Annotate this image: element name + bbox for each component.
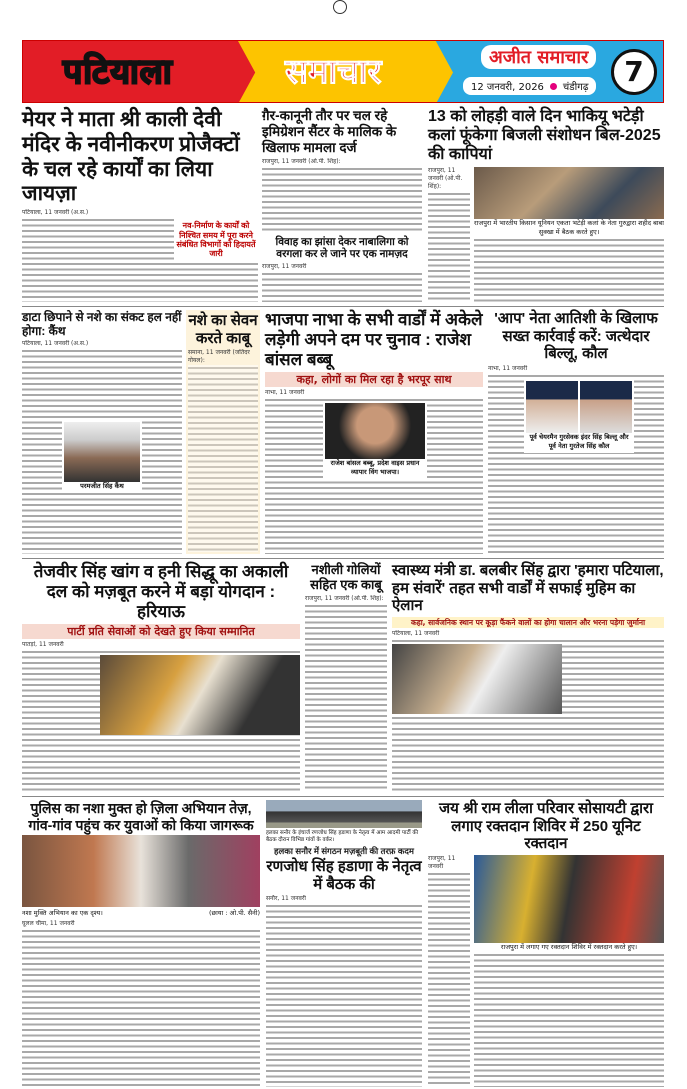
body-text-lines	[266, 903, 422, 1087]
dateline: राजपुरा, 11 जनवरी	[428, 855, 456, 871]
article-body	[22, 641, 300, 792]
photo-awareness-drive	[22, 835, 260, 907]
photo-box	[524, 379, 634, 453]
article-bjp-nabha	[265, 310, 483, 554]
photo-box	[62, 420, 142, 493]
photo-health-minister	[392, 644, 562, 714]
headline-blood-donation: जय श्री राम लीला परिवार सोसायटी द्वारा लगाए रक्तदान शिविर में 250 यूनिट रक्तदान	[438, 800, 654, 853]
dateline: समाना, 11 जनवरी (जतिंदर गोयल):	[188, 349, 250, 365]
edition-info	[463, 77, 596, 95]
body-text-lines	[22, 928, 260, 1087]
article-minor-abduction	[262, 236, 422, 302]
photo-caption: परमजीत सिंह कैंथ	[64, 482, 140, 491]
headline-immigration-center: ग़ैर-कानूनी तौर पर चल रहे इमिग्रेशन सैंटर के मालिक के खिलाफ मामला दर्ज	[262, 108, 397, 155]
photo-caption: राजेश बांसल बब्बू, प्रदेश वाइस प्रधान व्यापार विंग भाजपा।	[325, 459, 425, 477]
pullquote: नव-निर्माण के कार्यों को निश्चित समय में पूरा करने संबंधित विभागों को हिदायतें जारी	[176, 221, 256, 259]
article-aap-atishi	[488, 310, 664, 554]
body-text-lines	[474, 952, 664, 1087]
headline-lohri-protest: 13 को लोहड़ी वाले दिन भाकियू भटेड़ी कलां फूंकेगा बिजली संशोधन बिल-2025 की कापियां	[428, 108, 661, 163]
subheadline: कहा, लोगों का मिल रहा है भरपूर साथ	[265, 372, 483, 387]
article-police-drive	[22, 800, 260, 1087]
headline-cleanliness-drive: स्वास्थ्य मंत्री डा. बलबीर सिंह द्वारा 'हमारा पटियाला, हम संवारें' तहत सभी वार्डों में सफाई मुहिम का ऐलान	[392, 562, 664, 615]
newspaper-brand: अजीत समाचार	[481, 45, 596, 69]
article-body	[474, 855, 664, 1087]
dateline: पटियाला, 11 जनवरी	[392, 630, 440, 638]
photo-blood-donation-camp	[474, 855, 664, 943]
photo-felicitation	[100, 655, 300, 735]
headline-data-drugs: डाटा छिपाने से नशे का संकट हल नहीं होगा: कैंथ	[22, 310, 182, 339]
dateline: पटियाला, 11 जनवरी (अ.स.)	[22, 340, 89, 348]
article-ranjodh-hadana	[266, 800, 422, 1087]
article-pills-arrest	[305, 562, 387, 792]
section-title-left: पटियाला	[63, 52, 173, 92]
body-text-lines	[305, 603, 387, 792]
bullet-icon	[550, 83, 557, 90]
article-body	[262, 263, 422, 302]
divider	[22, 796, 664, 797]
article-drug-arrest	[186, 310, 260, 554]
headline-ranjodh-hadana: रणजोध सिंह हडाणा के नेतृत्व में बैठक की	[266, 858, 422, 893]
article-akali-dal	[22, 562, 300, 792]
photo-caption: पूर्व चेयरमैन गुरसेवक इंदर सिंह बिल्लू और पूर्व नेता गुरतेज सिंह कौल	[526, 433, 632, 451]
section-title-right: समाचार	[285, 52, 382, 92]
headline-minor-abduction: विवाह का झांसा देकर नाबालिगा को वरगला कर ले जाने पर एक नामज़द	[275, 236, 409, 261]
subheadline: हलका सनौर में संगठन मज़बूती की तरफ़ कदम	[274, 846, 414, 856]
article-body	[22, 209, 258, 302]
dateline: घूलल चीमा, 11 जनवरी	[22, 920, 75, 928]
article-body	[22, 340, 182, 554]
headline-aap-atishi: 'आप' नेता आतिशी के खिलाफ सख्त कार्रवाई करें: जत्थेदार बिल्लू, कौल	[494, 310, 658, 363]
body-text-lines	[188, 365, 258, 552]
masthead	[22, 40, 664, 103]
photo-caption: हलका सनौर के इंचार्ज रणजोध सिंह हडाणा के नेतृत्व में आम आदमी पार्टी की बैठक दौरान विभिन्न गांवों के वर्कर।	[266, 830, 422, 844]
article-mayor-temple	[22, 108, 258, 302]
photo-pair	[526, 381, 632, 433]
photo-farmers-meeting	[474, 167, 664, 219]
photo-meeting-group	[266, 800, 422, 828]
dateline: राजपुरा, 11 जनवरी (ओ.पी. शिंह):	[305, 594, 384, 602]
registration-mark-icon	[333, 0, 347, 14]
body-text-lines	[262, 166, 422, 232]
dateline: राजपुरा, 11 जनवरी (ओ.पी. शिंह):	[428, 166, 463, 190]
divider	[22, 558, 664, 559]
dateline: राजपुरा, 11 जनवरी (ओ.पी. शिंह):	[262, 157, 341, 165]
article-cleanliness-drive	[392, 562, 664, 792]
edition-date: 12 जनवरी, 2026	[471, 82, 544, 93]
body-text-lines	[428, 871, 470, 1087]
subheadline: पार्टी प्रति सेवाओं को देखते हुए किया सम्मानित	[22, 624, 300, 639]
article-body	[392, 630, 664, 792]
photo-portrait	[526, 381, 578, 433]
article-body	[262, 158, 422, 232]
dateline: नाभा, 11 जनवरी	[488, 365, 528, 373]
divider	[22, 306, 664, 307]
photo-caption: राजपुरा में भारतीय किसान यूनियन एकता भटेड़ी कलां के नेता गुरुद्वारा शहीद बाबा सुक्खा में बैठक करते हुए।	[474, 218, 664, 236]
article-immigration-center	[262, 108, 422, 232]
subheadline: कहा, सार्वजनिक स्थान पर कूड़ा फैंकने वालों का होगा चालान और भरना पड़ेगा जुर्माना	[392, 617, 664, 628]
article-body	[428, 167, 470, 302]
article-lohri-protest	[428, 108, 664, 302]
photo-portrait	[580, 381, 632, 433]
page-number: 7	[611, 49, 657, 95]
edition-city: चंडीगढ़	[562, 82, 589, 93]
article-body	[428, 855, 470, 1087]
headline-mayor-temple: मेयर ने माता श्री काली देवी मंदिर के नवीनीकरण प्रोजैक्टों के चल रहे कार्यों का लिया जायज़ा	[22, 108, 240, 206]
article-body	[266, 895, 422, 1087]
photo-credit: (छाया : ओ.पी. सैनी)	[209, 909, 260, 918]
headline-akali-dal: तेजवीर सिंह खांग व हनी सिद्धू का अकाली दल को मज़बूत करने में बड़ा योगदान : हरियाऊ	[33, 562, 289, 622]
dateline: पटियाला, 11 जनवरी (अ.स.)	[22, 209, 89, 217]
photo-portrait	[64, 422, 140, 482]
photo-box	[323, 401, 427, 479]
caption-row	[22, 909, 260, 918]
headline-bjp-nabha: भाजपा नाभा के सभी वार्डों में अकेले लड़ेगी अपने दम पर चुनाव : राजेश बांसल बब्बू	[265, 310, 483, 370]
headline-police-drive: पुलिस का नशा मुक्त हो ज़िला अभियान तेज़, गांव-गांव पहुंच कर युवाओं को किया जागरूक	[28, 800, 254, 833]
pullquote-box	[174, 219, 258, 261]
article-body	[488, 365, 664, 554]
dateline: राजपुरा, 11 जनवरी	[262, 262, 307, 270]
dateline: नाभा, 11 जनवरी	[265, 389, 305, 397]
article-body	[22, 920, 260, 1087]
dateline: पातड़ां, 11 जनवरी	[22, 641, 64, 649]
article-blood-donation	[428, 800, 664, 1087]
body-text-lines	[262, 271, 422, 302]
article-body	[265, 389, 483, 554]
photo-portrait	[325, 403, 425, 459]
headline-pills-arrest: नशीली गोलियों सहित एक काबू	[310, 562, 382, 593]
headline-drug-arrest: नशे का सेवन करते काबू	[188, 312, 258, 347]
article-data-drugs	[22, 310, 182, 554]
body-text-lines	[474, 237, 664, 302]
body-text-lines	[428, 191, 470, 302]
article-body	[188, 349, 258, 552]
article-body	[474, 167, 664, 302]
photo-caption: नशा मुक्ति अभियान का एक दृश्य।	[22, 909, 103, 918]
dateline: सनौर, 11 जनवरी	[266, 895, 306, 903]
article-body	[305, 595, 387, 792]
photo-caption: राजपुरा में लगाए गए रक्तदान शिविर में रक्तदान करते हुए।	[474, 943, 664, 952]
